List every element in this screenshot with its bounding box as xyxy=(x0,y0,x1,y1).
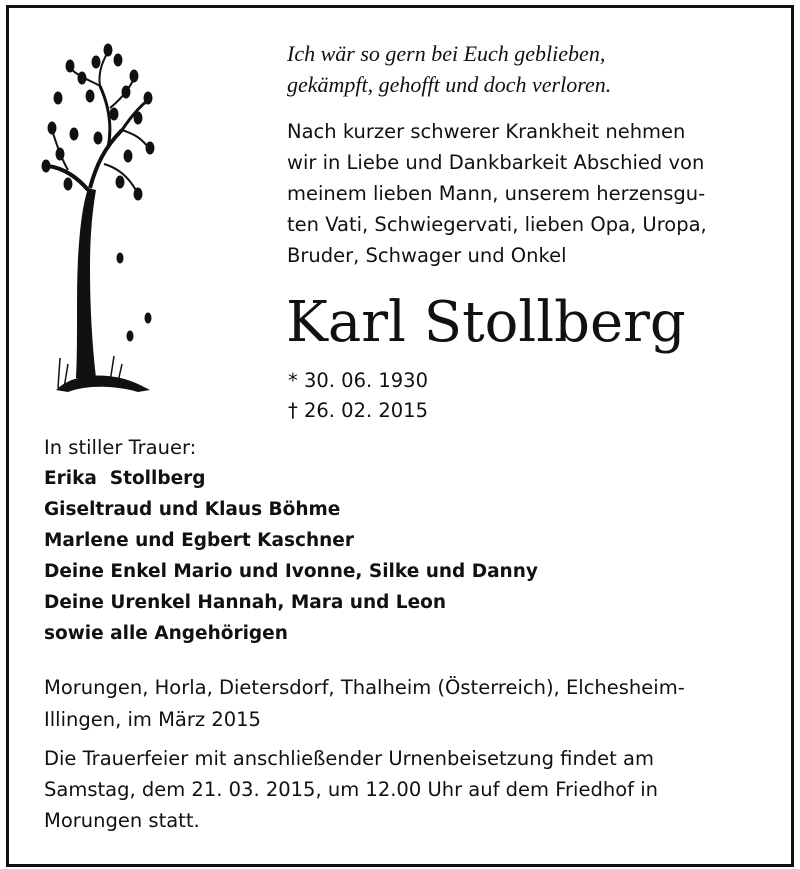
places-line-1: Morungen, Horla, Dietersdorf, Thalheim (Österreich), Elchesheim- xyxy=(44,676,685,699)
mourners-heading: In stiller Trauer: xyxy=(44,436,197,459)
mourner-name: Marlene und Egbert Kaschner xyxy=(44,530,354,551)
intro-line: Nach kurzer schwerer Krankheit nehmen xyxy=(287,120,686,143)
funeral-line-3: Morungen statt. xyxy=(44,809,200,832)
places-line-2: Illingen, im März 2015 xyxy=(44,708,261,731)
poem xyxy=(287,38,767,100)
intro-text xyxy=(287,116,757,271)
intro-line: Bruder, Schwager und Onkel xyxy=(287,244,567,267)
mourner-name: Deine Urenkel Hannah, Mara und Leon xyxy=(44,592,447,613)
intro-line: wir in Liebe und Dankbarkeit Abschied von xyxy=(287,151,705,174)
poem-line-1: Ich wär so gern bei Euch geblieben, xyxy=(287,41,606,66)
birth-date: * 30. 06. 1930 xyxy=(288,369,428,392)
mourners xyxy=(44,432,764,649)
funeral-notice xyxy=(44,743,764,836)
funeral-line-2: Samstag, dem 21. 03. 2015, um 12.00 Uhr auf dem Friedhof in xyxy=(44,778,658,801)
intro-line: meinem lieben Mann, unserem herzensgu- xyxy=(287,182,706,205)
mourner-name: sowie alle Angehörigen xyxy=(44,623,288,644)
places-and-date xyxy=(44,672,764,736)
funeral-line-1: Die Trauerfeier mit anschließender Urnenbeisetzung findet am xyxy=(44,747,654,770)
tree-illustration xyxy=(38,38,158,398)
mourner-name: Deine Enkel Mario und Ivonne, Silke und Danny xyxy=(44,561,538,582)
death-date: † 26. 02. 2015 xyxy=(288,399,428,422)
mourner-name: Giseltraud und Klaus Böhme xyxy=(44,499,341,520)
deceased-name: Karl Stollberg xyxy=(286,290,686,355)
poem-line-2: gekämpft, gehofft und doch verloren. xyxy=(287,72,612,97)
mourner-name: Erika Stollberg xyxy=(44,468,206,489)
intro-line: ten Vati, Schwiegervati, lieben Opa, Uropa, xyxy=(287,213,707,236)
life-dates xyxy=(288,366,428,426)
